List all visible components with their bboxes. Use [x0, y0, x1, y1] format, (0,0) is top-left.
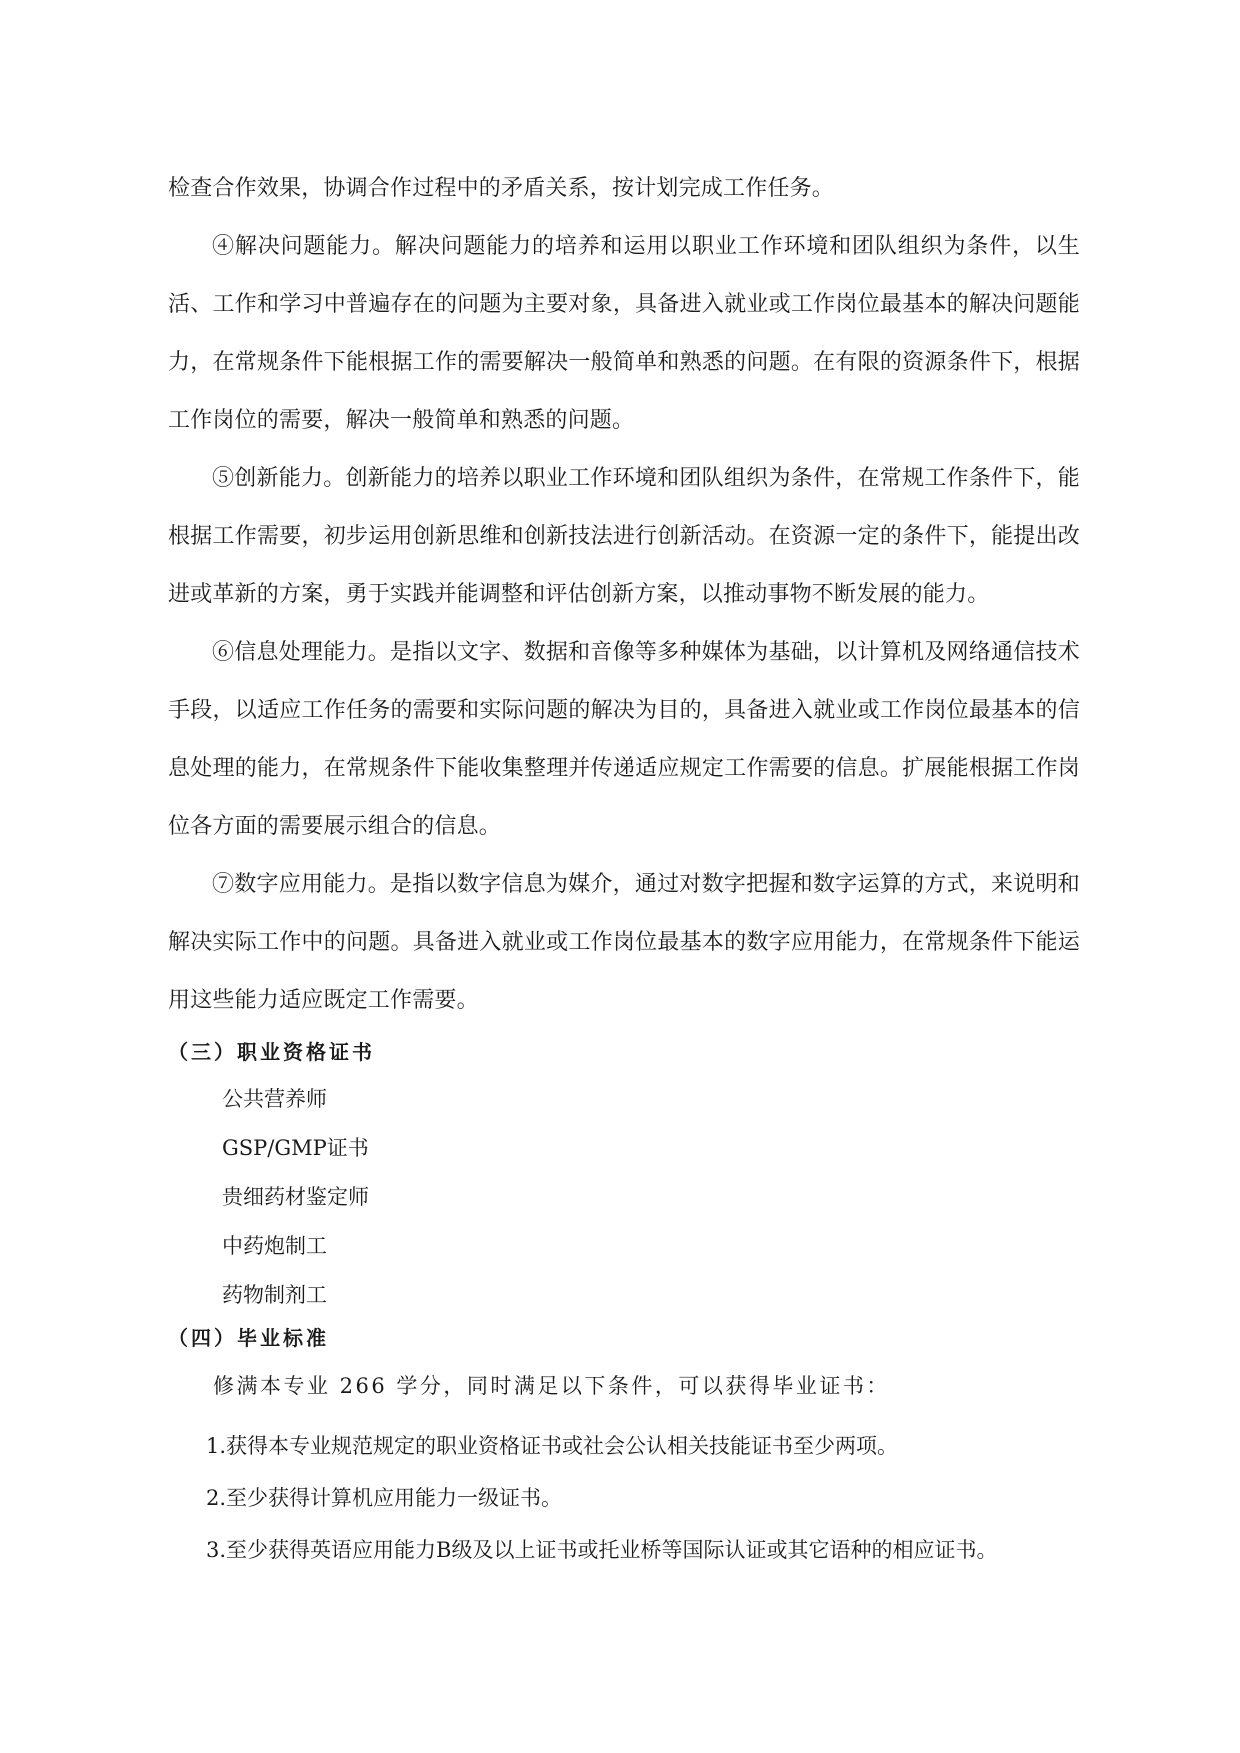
section-heading-certificates: （三）职业资格证书 [168, 1040, 375, 1064]
list-item: 2.至少获得计算机应用能力一级证书。 [206, 1486, 563, 1510]
graduation-intro: 修满本专业 266 学分，同时满足以下条件，可以获得毕业证书： [213, 1374, 890, 1398]
paragraph-numeric-application: ⑦数字应用能力。是指以数字信息为媒介，通过对数字把握和数字运算的方式，来说明和解决实际工作中的问题。具备进入就业或工作岗位最基本的数字应用能力，在常规条件下能运用这些能力适应既定工作需要。 [168, 872, 1080, 1013]
paragraph-cooperation-continued: 检查合作效果，协调合作过程中的矛盾关系，按计划完成工作任务。 [168, 176, 835, 201]
list-item: 贵细药材鉴定师 [222, 1185, 369, 1209]
list-item: 中药炮制工 [222, 1234, 327, 1258]
list-item: 1.获得本专业规范规定的职业资格证书或社会公认相关技能证书至少两项。 [206, 1434, 899, 1458]
body-text-block [168, 160, 1080, 1030]
list-item: 药物制剂工 [222, 1283, 327, 1307]
paragraph-problem-solving: ④解决问题能力。解决问题能力的培养和运用以职业工作环境和团队组织为条件，以生活、工作和学习中普遍存在的问题为主要对象，具备进入就业或工作岗位最基本的解决问题能力，在常规条件下能根据工作的需要解决一般简单和熟悉的问题。在有限的资源条件下，根据工作岗位的需要，解决一般简单和熟悉的问题。 [168, 234, 1080, 433]
certificate-list [222, 1075, 369, 1320]
paragraph-information-processing: ⑥信息处理能力。是指以文字、数据和音像等多种媒体为基础，以计算机及网络通信技术手段，以适应工作任务的需要和实际问题的解决为目的，具备进入就业或工作岗位最基本的信息处理的能力，在常规条件下能收集整理并传递适应规定工作需要的信息。扩展能根据工作岗位各方面的需要展示组合的信息。 [168, 640, 1080, 839]
paragraph-innovation: ⑤创新能力。创新能力的培养以职业工作环境和团队组织为条件，在常规工作条件下，能根据工作需要，初步运用创新思维和创新技法进行创新活动。在资源一定的条件下，能提出改进或革新的方案，勇于实践并能调整和评估创新方案，以推动事物不断发展的能力。 [168, 466, 1080, 607]
list-item: GSP/GMP证书 [222, 1136, 369, 1160]
graduation-requirements-list [206, 1420, 997, 1576]
section-heading-graduation: （四）毕业标准 [168, 1326, 329, 1350]
list-item: 公共营养师 [222, 1087, 327, 1111]
list-item: 3.至少获得英语应用能力B级及以上证书或托业桥等国际认证或其它语种的相应证书。 [206, 1538, 998, 1562]
